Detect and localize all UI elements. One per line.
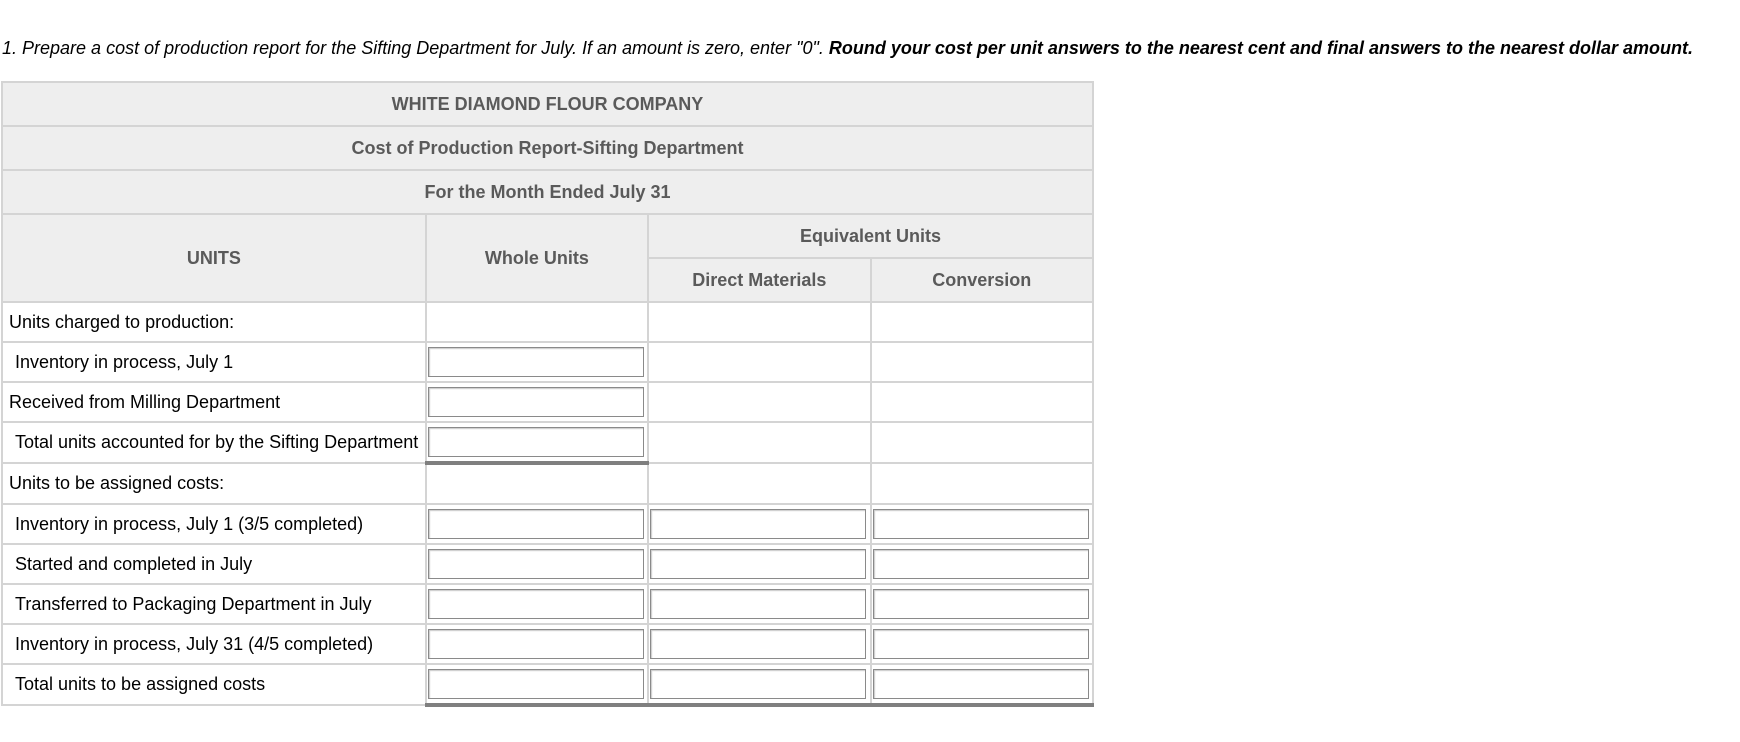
inventory-july1-whole-input[interactable] — [428, 347, 644, 377]
equivalent-units-header: Equivalent Units — [648, 214, 1093, 258]
report-period: For the Month Ended July 31 — [2, 170, 1093, 214]
units-header: UNITS — [2, 214, 426, 302]
table-row — [2, 463, 1093, 504]
transferred-whole-input[interactable] — [428, 589, 644, 619]
units-assigned-heading: Units to be assigned costs: — [2, 463, 426, 504]
table-row — [2, 624, 1093, 664]
instructions-bold: Round your cost per unit answers to the nearest cent and final answers to the nearest dollar amount. — [828, 38, 1694, 58]
table-row — [2, 504, 1093, 544]
inv-july1-whole-input[interactable] — [428, 509, 644, 539]
started-whole-input[interactable] — [428, 549, 644, 579]
total-dm-input[interactable] — [650, 669, 866, 699]
total-assigned-label: Total units to be assigned costs — [2, 664, 426, 705]
report-title: Cost of Production Report-Sifting Department — [2, 126, 1093, 170]
total-accounted-label: Total units accounted for by the Sifting Department — [2, 422, 426, 463]
instructions-text — [2, 36, 1693, 60]
transferred-dm-input[interactable] — [650, 589, 866, 619]
transferred-packaging-label: Transferred to Packaging Department in July — [2, 584, 426, 624]
units-charged-heading: Units charged to production: — [2, 302, 426, 342]
total-conv-input[interactable] — [873, 669, 1089, 699]
table-row — [2, 382, 1093, 422]
received-milling-whole-input[interactable] — [428, 387, 644, 417]
inventory-july31-label: Inventory in process, July 31 (4/5 completed) — [2, 624, 426, 664]
total-accounted-whole-input[interactable] — [428, 427, 644, 457]
inv-july31-whole-input[interactable] — [428, 629, 644, 659]
table-row — [2, 342, 1093, 382]
total-whole-input[interactable] — [428, 669, 644, 699]
started-completed-label: Started and completed in July — [2, 544, 426, 584]
table-row — [2, 584, 1093, 624]
conversion-header: Conversion — [871, 258, 1093, 302]
inv-july1-conv-input[interactable] — [873, 509, 1089, 539]
inv-july31-dm-input[interactable] — [650, 629, 866, 659]
table-row — [2, 664, 1093, 705]
direct-materials-header: Direct Materials — [648, 258, 870, 302]
started-conv-input[interactable] — [873, 549, 1089, 579]
table-row — [2, 302, 1093, 342]
table-row — [2, 544, 1093, 584]
inv-july31-conv-input[interactable] — [873, 629, 1089, 659]
instructions-normal: 1. Prepare a cost of production report for the Sifting Department for July. If an amount is zero, enter "0". — [2, 38, 829, 58]
whole-units-header: Whole Units — [426, 214, 648, 302]
cost-of-production-table — [1, 81, 1094, 707]
started-dm-input[interactable] — [650, 549, 866, 579]
inventory-july1-label: Inventory in process, July 1 — [2, 342, 426, 382]
inventory-july1-completed-label: Inventory in process, July 1 (3/5 completed) — [2, 504, 426, 544]
inv-july1-dm-input[interactable] — [650, 509, 866, 539]
transferred-conv-input[interactable] — [873, 589, 1089, 619]
table-row — [2, 422, 1093, 463]
received-milling-label: Received from Milling Department — [2, 382, 426, 422]
company-name: WHITE DIAMOND FLOUR COMPANY — [2, 82, 1093, 126]
